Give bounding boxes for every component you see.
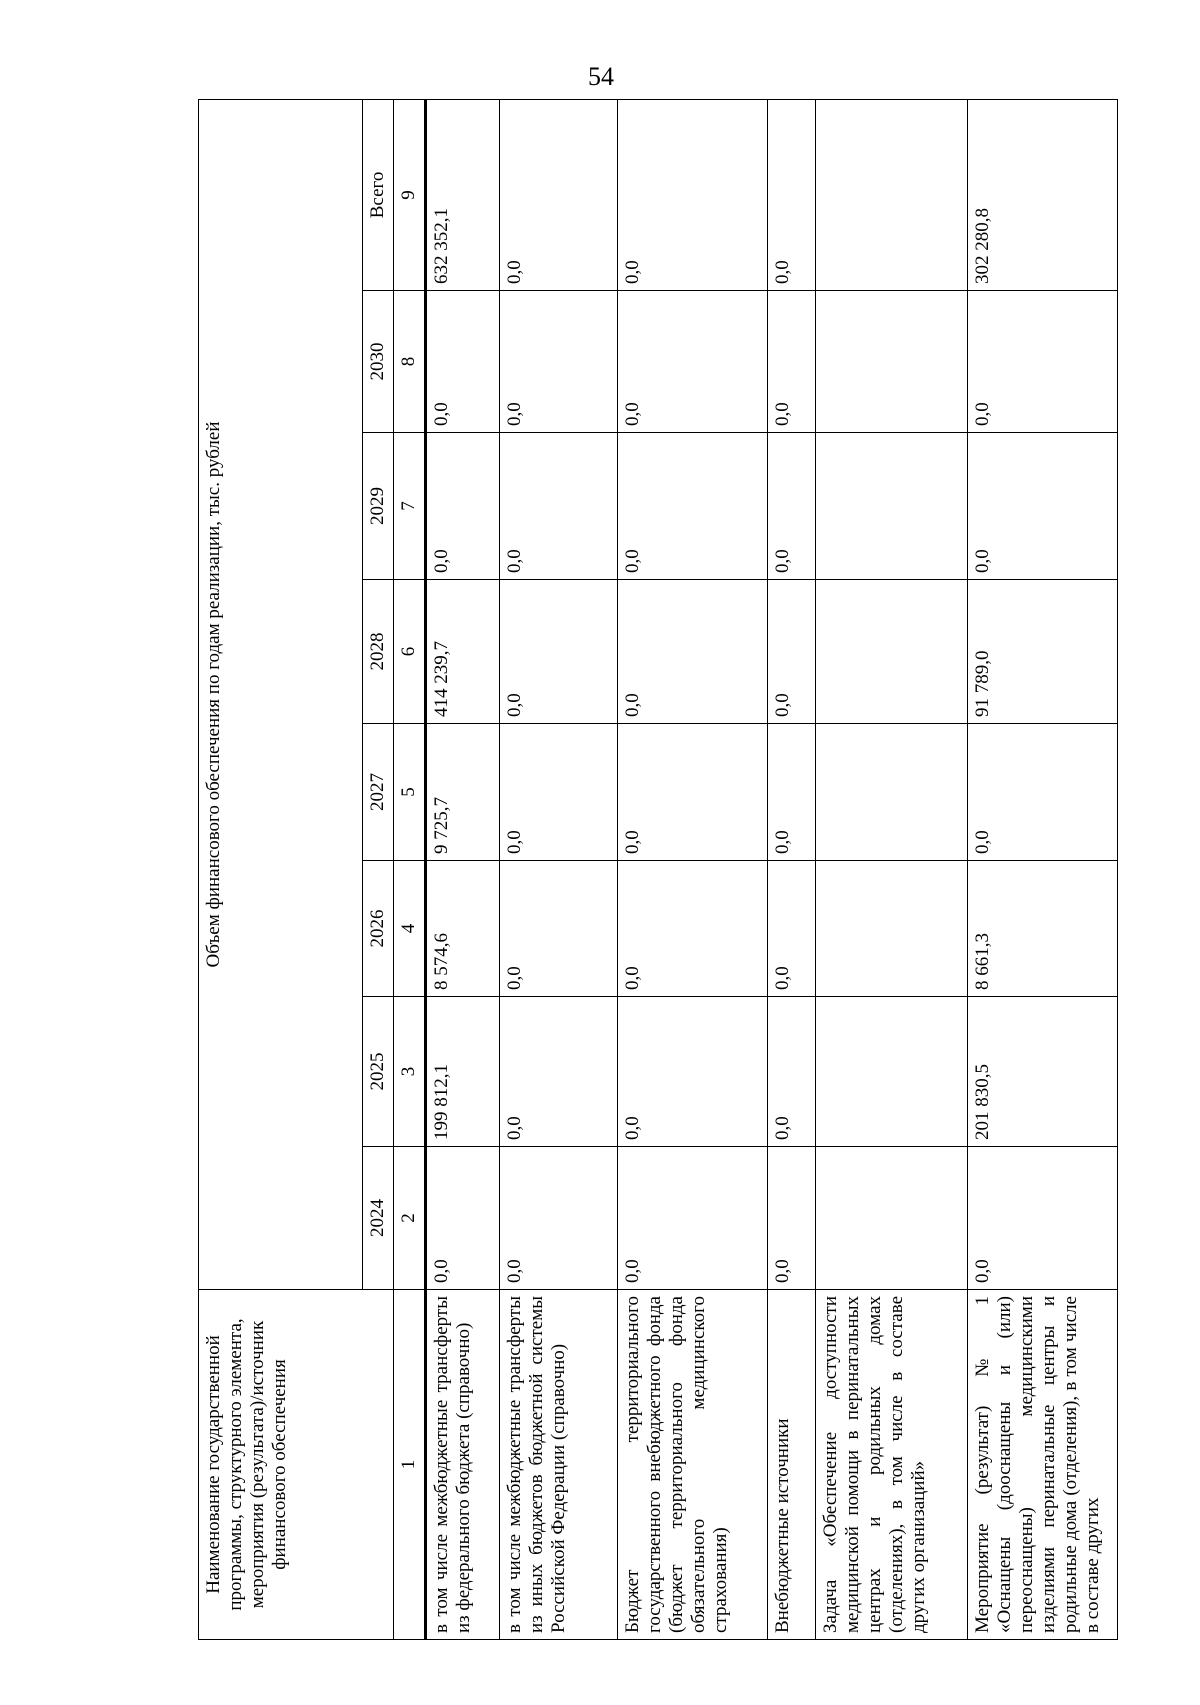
- value-cell: 0,0: [768, 1147, 816, 1290]
- year-header: 2024: [363, 1147, 394, 1290]
- header-row-main: [199, 99, 363, 1639]
- value-cell: 0,0: [426, 433, 500, 580]
- row-name: в том числе межбюджетные трансферты из федерального бюджета (справочно): [426, 1290, 500, 1640]
- column-number: 8: [394, 291, 426, 433]
- value-cell: 0,0: [768, 580, 816, 724]
- volume-header: Объем финансового обеспечения по годам реализации, тыс. рублей: [199, 99, 363, 1289]
- value-cell: 0,0: [500, 997, 618, 1147]
- value-cell: 0,0: [968, 724, 1118, 861]
- year-header: 2025: [363, 997, 394, 1147]
- value-cell: [816, 580, 968, 724]
- value-cell: 0,0: [500, 724, 618, 861]
- value-cell: 414 239,7: [426, 580, 500, 724]
- value-cell: 0,0: [618, 724, 768, 861]
- column-number: 1: [394, 1290, 426, 1640]
- value-cell: 0,0: [618, 861, 768, 997]
- financing-table: [198, 99, 1118, 1640]
- row-name: Мероприятие (результат) № 1 «Оснащены (дооснащены и (или) переоснащены) медицинскими изделиями перинатальные центры и родильные дома (отделения), в том числе в составе других: [968, 1290, 1118, 1640]
- value-cell: 0,0: [768, 433, 816, 580]
- year-header: 2027: [363, 724, 394, 861]
- value-cell: 199 812,1: [426, 997, 500, 1147]
- page-number: 54: [588, 62, 614, 91]
- value-cell: 0,0: [968, 433, 1118, 580]
- column-number: 9: [394, 99, 426, 290]
- year-header: 2029: [363, 433, 394, 580]
- value-cell: 0,0: [500, 580, 618, 724]
- value-cell: 0,0: [500, 861, 618, 997]
- value-cell: [816, 433, 968, 580]
- value-cell: 9 725,7: [426, 724, 500, 861]
- row-name: Внебюджетные источники: [768, 1290, 816, 1640]
- table-row: [618, 99, 768, 1639]
- row-name: в том числе межбюджетные трансферты из иных бюджетов бюджетной системы Российской Федерации (справочно): [500, 1290, 618, 1640]
- table-row: [500, 99, 618, 1639]
- column-number: 7: [394, 433, 426, 580]
- value-cell: 0,0: [500, 99, 618, 290]
- value-cell: 0,0: [618, 291, 768, 433]
- value-cell: 91 789,0: [968, 580, 1118, 724]
- value-cell: 8 574,6: [426, 861, 500, 997]
- value-cell: 0,0: [768, 861, 816, 997]
- value-cell: [816, 1147, 968, 1290]
- value-cell: 0,0: [768, 724, 816, 861]
- column-number: 4: [394, 861, 426, 997]
- value-cell: 302 280,8: [968, 99, 1118, 290]
- value-cell: 0,0: [500, 291, 618, 433]
- year-header: 2028: [363, 580, 394, 724]
- value-cell: 0,0: [618, 1147, 768, 1290]
- year-header: 2026: [363, 861, 394, 997]
- value-cell: 632 352,1: [426, 99, 500, 290]
- value-cell: [816, 291, 968, 433]
- row-name: Бюджет территориального государственного внебюджетного фонда (бюджет территориального фонда обязательного медицинского страхования): [618, 1290, 768, 1640]
- value-cell: 0,0: [618, 433, 768, 580]
- value-cell: [816, 997, 968, 1147]
- total-header: Всего: [363, 99, 394, 290]
- rotated-table-wrapper: [198, 100, 1103, 1640]
- value-cell: 0,0: [618, 99, 768, 290]
- value-cell: 0,0: [968, 1147, 1118, 1290]
- value-cell: 0,0: [768, 997, 816, 1147]
- value-cell: 0,0: [618, 997, 768, 1147]
- value-cell: 0,0: [618, 580, 768, 724]
- value-cell: 0,0: [768, 291, 816, 433]
- column-number-row: [394, 99, 426, 1639]
- year-header: 2030: [363, 291, 394, 433]
- table-row: [426, 99, 500, 1639]
- value-cell: 0,0: [426, 1147, 500, 1290]
- row-name: Задача «Обеспечение доступности медицинской помощи в перинатальных центрах и родильных домах (отделениях), в том числе в составе других организаций»: [816, 1290, 968, 1640]
- value-cell: 0,0: [968, 291, 1118, 433]
- table-row: [968, 99, 1118, 1639]
- value-cell: 0,0: [500, 1147, 618, 1290]
- value-cell: 201 830,5: [968, 997, 1118, 1147]
- value-cell: 8 661,3: [968, 861, 1118, 997]
- value-cell: [816, 724, 968, 861]
- table-row: [768, 99, 816, 1639]
- value-cell: 0,0: [768, 99, 816, 290]
- value-cell: 0,0: [426, 291, 500, 433]
- table-row: [816, 99, 968, 1639]
- column-number: 6: [394, 580, 426, 724]
- column-number: 2: [394, 1147, 426, 1290]
- value-cell: [816, 99, 968, 290]
- column-number: 3: [394, 997, 426, 1147]
- value-cell: 0,0: [500, 433, 618, 580]
- name-column-header: Наименование государственной программы, структурного элемента, мероприятия (результата)/источник финансового обеспечения: [199, 1290, 394, 1640]
- value-cell: [816, 861, 968, 997]
- column-number: 5: [394, 724, 426, 861]
